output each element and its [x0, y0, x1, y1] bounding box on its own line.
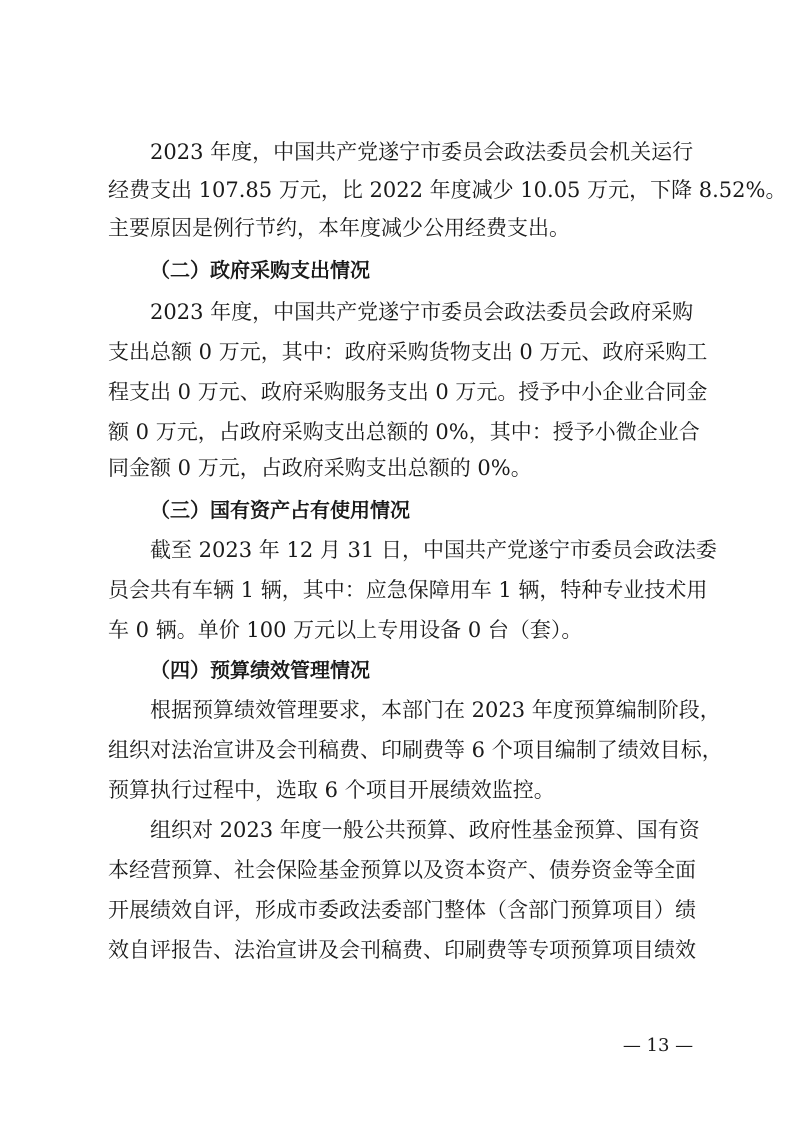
section-heading: （三）国有资产占有使用情况: [150, 498, 410, 522]
body-text-line: 员会共有车辆 1 辆，其中：应急保障用车 1 辆，特种专业技术用: [108, 578, 708, 602]
body-text-line: 根据预算绩效管理要求，本部门在 2023 年度预算编制阶段，: [150, 698, 721, 722]
body-text-line: 截至 2023 年 12 月 31 日，中国共产党遂宁市委员会政法委: [150, 538, 717, 562]
body-text-line: 2023 年度，中国共产党遂宁市委员会政法委员会政府采购: [150, 300, 694, 324]
body-text-line: 额 0 万元，占政府采购支出总额的 0%，其中：授予小微企业合: [108, 420, 700, 444]
body-text-line: 组织对法治宣讲及会刊稿费、印刷费等 6 个项目编制了绩效目标，: [108, 738, 723, 762]
body-text-line: 经费支出 107.85 万元，比 2022 年度减少 10.05 万元，下降 8.52%。: [108, 178, 787, 202]
body-text-line: 本经营预算、社会保险基金预算以及资本资产、债券资金等全面: [108, 858, 696, 882]
body-text-line: 2023 年度，中国共产党遂宁市委员会政法委员会机关运行: [150, 140, 694, 164]
page-number: — 13 —: [622, 1035, 694, 1056]
section-heading: （二）政府采购支出情况: [150, 258, 370, 282]
body-text-line: 预算执行过程中，选取 6 个项目开展绩效监控。: [108, 778, 555, 802]
section-heading: （四）预算绩效管理情况: [150, 658, 370, 682]
body-text-line: 程支出 0 万元、政府采购服务支出 0 万元。授予中小企业合同金: [108, 380, 708, 404]
body-text-line: 组织对 2023 年度一般公共预算、政府性基金预算、国有资: [150, 818, 700, 842]
body-text-line: 开展绩效自评，形成市委政法委部门整体（含部门预算项目）绩: [108, 898, 696, 922]
body-text-line: 支出总额 0 万元，其中：政府采购货物支出 0 万元、政府采购工: [108, 340, 708, 364]
body-text-line: 主要原因是例行节约，本年度减少公用经费支出。: [108, 216, 570, 240]
body-text-line: 车 0 辆。单价 100 万元以上专用设备 0 台（套）。: [108, 618, 583, 642]
body-text-line: 同金额 0 万元，占政府采购支出总额的 0%。: [108, 456, 532, 480]
body-text-line: 效自评报告、法治宣讲及会刊稿费、印刷费等专项预算项目绩效: [108, 938, 696, 962]
